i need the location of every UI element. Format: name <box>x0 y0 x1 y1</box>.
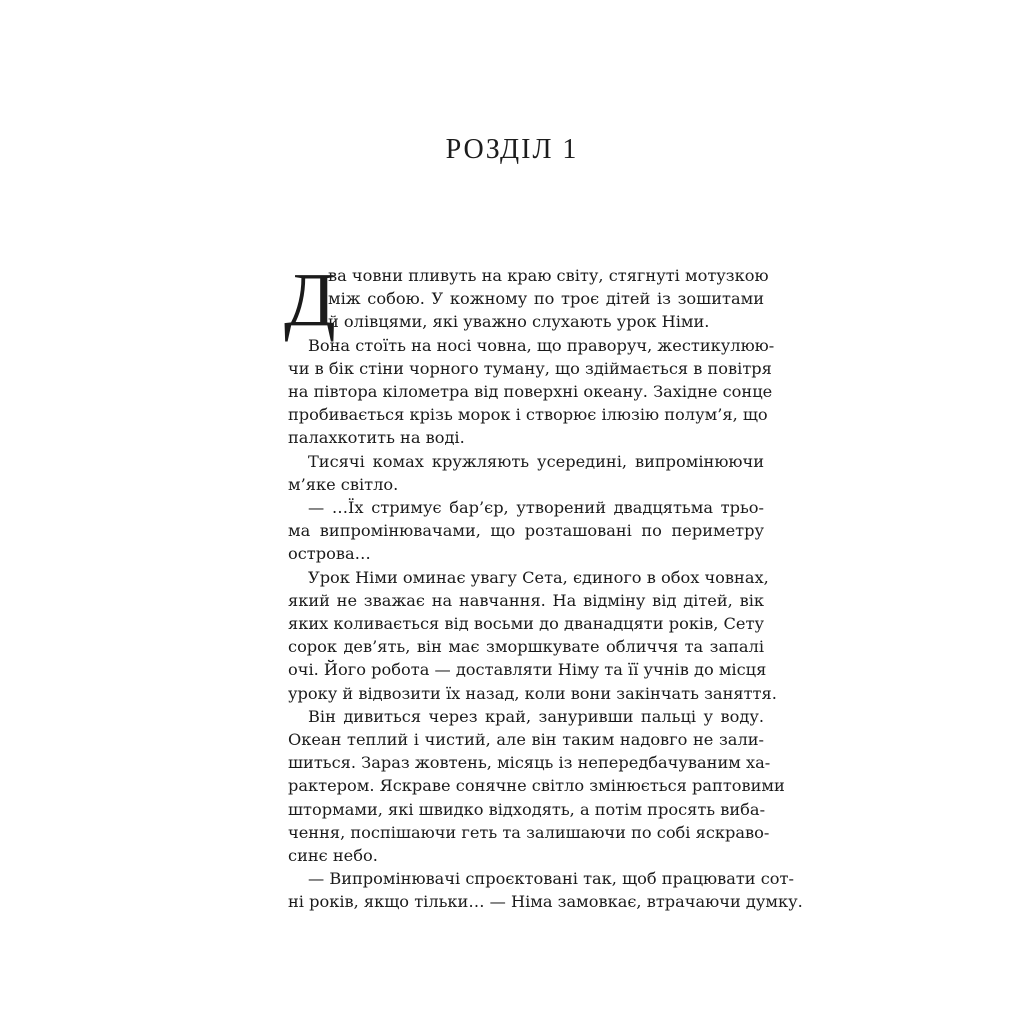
text-line: ма випромінювачами, що розташовані по периметру <box>288 521 764 541</box>
text-lines <box>288 264 803 914</box>
text-line: штормами, які швидко відходять, а потім просять виба- <box>288 799 766 819</box>
text-line: рактером. Яскраве сонячне світло змінюється раптовими <box>288 776 785 796</box>
text-line: очі. Його робота — доставляти Німу та її учнів до місця <box>288 660 767 680</box>
chapter-title: РОЗДІЛ 1 <box>445 134 579 165</box>
text-line: який не зважає на навчання. На відміну від дітей, вік <box>288 590 764 610</box>
text-line: Вона стоїть на носі човна, що праворуч, жестикулюю- <box>308 335 775 355</box>
drop-cap: Д <box>284 258 336 342</box>
text-line: м’яке світло. <box>288 474 399 494</box>
text-line: сорок дев’ять, він має зморшкувате обличчя та запалі <box>288 637 764 657</box>
text-line: яких коливається від восьми до дванадцяти років, Сету <box>288 614 764 634</box>
text-line: синє небо. <box>288 846 378 866</box>
text-line: палахкотить на воді. <box>288 428 465 448</box>
text-line: — …Їх стримує бар’єр, утворений двадцятьма трьо- <box>308 498 764 518</box>
text-line: Тисячі комах кружляють усередині, випромінюючи <box>308 451 764 471</box>
text-line: уроку й відвозити їх назад, коли вони закінчать заняття. <box>288 683 777 703</box>
text-line: Океан теплий і чистий, але він таким надовго не зали- <box>288 730 764 750</box>
text-line: — Випромінювачі спроєктовані так, щоб працювати сот- <box>308 869 794 889</box>
text-line: острова… <box>288 544 371 564</box>
text-line: ва човни пливуть на краю світу, стягнуті мотузкою <box>328 266 769 285</box>
text-line: пробивається крізь морок і створює ілюзію полум’я, що <box>288 405 768 425</box>
text-line: Урок Німи оминає увагу Сета, єдиного в обох човнах, <box>308 567 769 587</box>
body-text <box>284 258 803 914</box>
text-line: між собою. У кожному по троє дітей із зошитами <box>328 289 764 309</box>
text-line: ні років, якщо тільки… — Німа замовкає, втрачаючи думку. <box>288 892 803 912</box>
text-line: чення, поспішаючи геть та залишаючи по собі яскраво- <box>288 822 770 842</box>
text-line: шиться. Зараз жовтень, місяць із непередбачуваним ха- <box>288 753 771 773</box>
text-line: Він дивиться через край, зануривши пальці у воду. <box>308 706 764 726</box>
text-line: чи в бік стіни чорного туману, що здіймається в повітря <box>288 358 772 378</box>
text-line: на півтора кілометра від поверхні океану. Західне сонце <box>288 382 773 402</box>
text-line: й олівцями, які уважно слухають урок Німи. <box>328 312 710 332</box>
